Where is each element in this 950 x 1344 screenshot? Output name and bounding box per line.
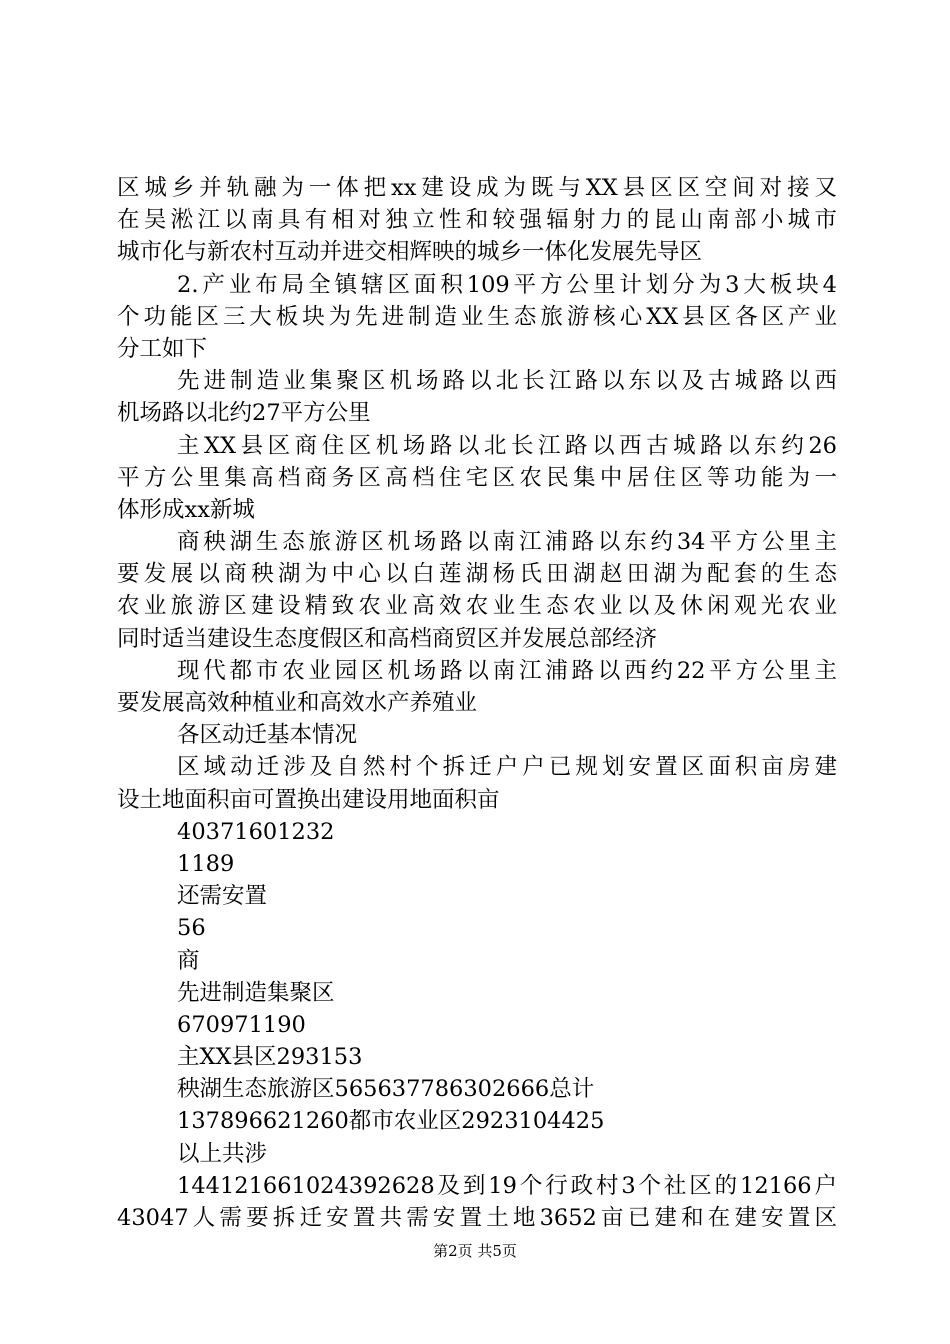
text-line: 区城乡并轨融为一体把xx建设成为既与XX县区区空间对接又 bbox=[117, 175, 837, 201]
text-line: 以上共涉 bbox=[177, 1140, 268, 1167]
text-line: 秧湖生态旅游区565637786302666总计 bbox=[177, 1076, 595, 1103]
text-line: 各区动迁基本情况 bbox=[177, 722, 358, 749]
text-line: 主XX县区商住区机场路以北长江路以西古城路以东约26 bbox=[177, 432, 837, 459]
text-line: 区域动迁涉及自然村个拆迁户户已规划安置区面积亩房建 bbox=[177, 754, 837, 781]
text-line: 要发展以商秧湖为中心以白莲湖杨氏田湖赵田湖为配套的生态 bbox=[117, 561, 837, 588]
text-line: 分工如下 bbox=[117, 335, 208, 362]
text-line: 137896621260都市农业区2923104425 bbox=[177, 1108, 605, 1135]
text-line: 平方公里集高档商务区高档住宅区农民集中居住区等功能为一 bbox=[117, 464, 837, 491]
text-line: 商 bbox=[177, 947, 200, 974]
text-line: 1189 bbox=[177, 850, 235, 877]
text-line: 设土地面积亩可置换出建设用地面积亩 bbox=[117, 786, 500, 813]
text-line: 先进制造业集聚区机场路以北长江路以东以及古城路以西 bbox=[177, 368, 837, 395]
text-line: 主XX县区293153 bbox=[177, 1044, 363, 1071]
text-line: 144121661024392628及到19个行政村3个社区的12166户 bbox=[177, 1172, 837, 1199]
text-line: 还需安置 bbox=[177, 883, 268, 910]
text-line: 先进制造集聚区 bbox=[177, 979, 335, 1006]
text-line: 同时适当建设生态度假区和高档商贸区并发展总部经济 bbox=[117, 625, 658, 652]
text-line: 2.产业布局全镇辖区面积109平方公里计划分为3大板块4 bbox=[177, 271, 837, 298]
document-body bbox=[117, 172, 837, 1234]
text-line: 43047人需要拆迁安置共需安置土地3652亩已建和在建安置区 bbox=[117, 1205, 837, 1231]
text-line: 商秧湖生态旅游区机场路以南江浦路以东约34平方公里主 bbox=[177, 529, 837, 556]
text-line: 在吴淞江以南具有相对独立性和较强辐射力的昆山南部小城市 bbox=[117, 207, 837, 234]
text-line: 要发展高效种植业和高效水产养殖业 bbox=[117, 690, 478, 716]
text-line: 体形成xx新城 bbox=[117, 496, 255, 523]
text-line: 机场路以北约27平方公里 bbox=[117, 400, 371, 427]
text-line: 56 bbox=[177, 915, 206, 942]
page-number-footer: 第2页 共5页 bbox=[433, 1242, 517, 1260]
text-line: 城市化与新农村互动并进交相辉映的城乡一体化发展先导区 bbox=[117, 239, 703, 266]
text-line: 农业旅游区建设精致农业高效农业生态农业以及休闲观光农业 bbox=[117, 593, 837, 620]
text-line: 现代都市农业园区机场路以南江浦路以西约22平方公里主 bbox=[177, 657, 837, 684]
text-line: 个功能区三大板块为先进制造业生态旅游核心XX县区各区产业 bbox=[117, 303, 837, 330]
text-line: 670971190 bbox=[177, 1011, 306, 1038]
text-line: 40371601232 bbox=[177, 818, 335, 845]
